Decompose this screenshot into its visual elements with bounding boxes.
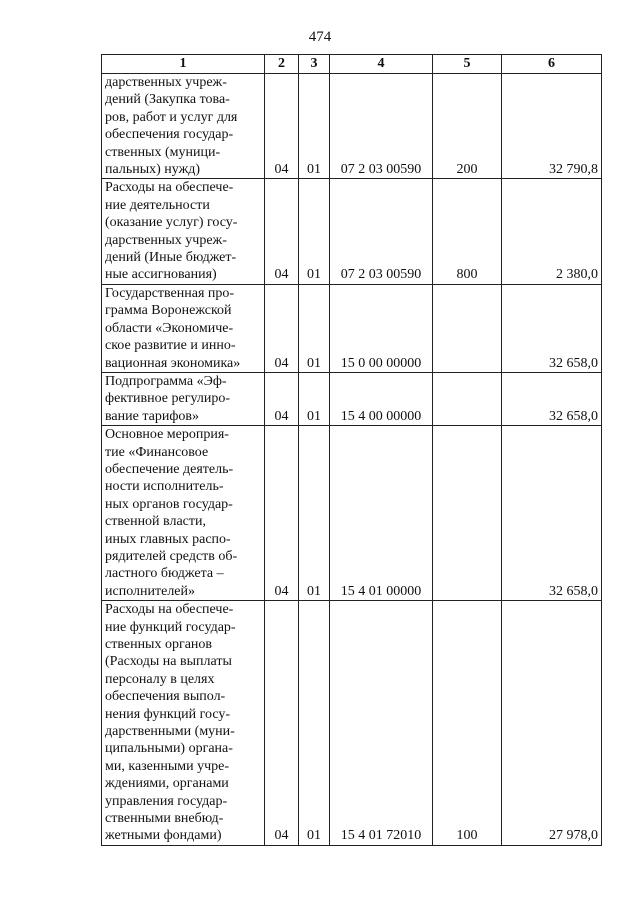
- row-target-article: 15 4 00 00000: [330, 372, 433, 425]
- description-line: тие «Финансовое: [105, 444, 209, 460]
- table-row: [102, 74, 602, 179]
- description-line: Расходы на обеспече-: [105, 602, 234, 618]
- description-line: ственных органов: [105, 637, 213, 652]
- row-description: [102, 179, 265, 284]
- description-line: Подпрограмма «Эф-: [105, 373, 227, 389]
- column-header: 6: [502, 55, 602, 74]
- row-amount: 32 790,8: [502, 74, 602, 179]
- description-line: Основное мероприя-: [105, 427, 229, 443]
- description-line: персоналу в целях: [105, 671, 215, 687]
- description-line: ственными внебюд-: [105, 811, 224, 827]
- description-line: ждениями, органами: [105, 776, 229, 792]
- row-expense-type: [433, 284, 502, 372]
- description-line: дарственных учреж-: [105, 75, 227, 90]
- row-subsection-code: 01: [299, 284, 330, 372]
- description-line: ское развитие и инно-: [105, 338, 236, 354]
- description-line: Расходы на обеспече-: [105, 180, 234, 196]
- table-row: [102, 284, 602, 372]
- column-header: 4: [330, 55, 433, 74]
- row-description: [102, 426, 265, 601]
- row-subsection-code: 01: [299, 372, 330, 425]
- column-header: 1: [102, 55, 265, 74]
- row-target-article: 07 2 03 00590: [330, 74, 433, 179]
- row-subsection-code: 01: [299, 74, 330, 179]
- description-line: дарственных учреж-: [105, 232, 227, 248]
- table-row: [102, 426, 602, 601]
- row-expense-type: 200: [433, 74, 502, 179]
- description-line: вание тарифов»: [105, 408, 200, 424]
- row-amount: 32 658,0: [502, 372, 602, 425]
- row-target-article: 15 4 01 72010: [330, 601, 433, 846]
- description-line: фективное регулиро-: [105, 391, 230, 407]
- row-target-article: 15 0 00 00000: [330, 284, 433, 372]
- description-line: ных органов государ-: [105, 496, 233, 512]
- description-line: ственной власти,: [105, 514, 207, 530]
- description-line: дарственными (муни-: [105, 724, 235, 740]
- row-expense-type: 800: [433, 179, 502, 284]
- description-line: (оказание услуг) госу-: [105, 215, 238, 231]
- row-amount: 32 658,0: [502, 426, 602, 601]
- description-line: нения функций госу-: [105, 706, 231, 722]
- row-expense-type: [433, 372, 502, 425]
- page-number: 474: [308, 29, 332, 45]
- row-description: [102, 74, 265, 179]
- row-description: [102, 372, 265, 425]
- description-line: обеспечения государ-: [105, 127, 234, 143]
- description-line: обеспечения выпол-: [105, 689, 226, 705]
- description-line: рядителей средств об-: [105, 548, 238, 564]
- description-line: области «Экономиче-: [105, 320, 234, 336]
- row-target-article: 15 4 01 00000: [330, 426, 433, 601]
- row-expense-type: [433, 426, 502, 601]
- row-section-code: 04: [265, 426, 299, 601]
- description-line: Государственная про-: [105, 285, 235, 301]
- description-line: ные ассигнования): [105, 267, 217, 283]
- description-line: грамма Воронежской: [105, 303, 232, 319]
- table-row: [102, 372, 602, 425]
- description-line: ципальными) органа-: [105, 741, 233, 757]
- description-line: дений (Иные бюджет-: [105, 250, 237, 266]
- budget-table: [101, 54, 602, 846]
- row-description: [102, 601, 265, 846]
- description-line: ности исполнитель-: [105, 479, 224, 495]
- row-target-article: 07 2 03 00590: [330, 179, 433, 284]
- row-section-code: 04: [265, 372, 299, 425]
- row-section-code: 04: [265, 601, 299, 846]
- description-line: иных главных распо-: [105, 531, 231, 547]
- description-line: исполнителей»: [105, 583, 196, 599]
- row-section-code: 04: [265, 284, 299, 372]
- row-amount: 32 658,0: [502, 284, 602, 372]
- description-line: дений (Закупка това-: [105, 92, 230, 108]
- row-section-code: 04: [265, 74, 299, 179]
- row-amount: 27 978,0: [502, 601, 602, 846]
- description-line: ние функций государ-: [105, 619, 236, 635]
- description-line: управления государ-: [105, 793, 228, 809]
- row-subsection-code: 01: [299, 426, 330, 601]
- description-line: пальных) нужд): [105, 162, 201, 178]
- description-line: ластного бюджета –: [105, 566, 224, 582]
- description-line: обеспечение деятель-: [105, 461, 234, 477]
- description-line: ние деятельности: [105, 197, 210, 213]
- row-amount: 2 380,0: [502, 179, 602, 284]
- description-line: (Расходы на выплаты: [105, 654, 232, 670]
- table-row: [102, 179, 602, 284]
- row-subsection-code: 01: [299, 601, 330, 846]
- description-line: ров, работ и услуг для: [105, 109, 238, 125]
- description-line: ми, казенными учре-: [105, 758, 230, 774]
- row-subsection-code: 01: [299, 179, 330, 284]
- row-section-code: 04: [265, 179, 299, 284]
- column-header: 2: [265, 55, 299, 74]
- column-header: 3: [299, 55, 330, 74]
- description-line: жетными фондами): [105, 828, 222, 844]
- row-expense-type: 100: [433, 601, 502, 846]
- table-row: [102, 601, 602, 846]
- column-header: 5: [433, 55, 502, 74]
- description-line: вационная экономика»: [105, 355, 241, 371]
- description-line: ственных (муници-: [105, 144, 221, 160]
- table-header-row: [102, 55, 602, 74]
- row-description: [102, 284, 265, 372]
